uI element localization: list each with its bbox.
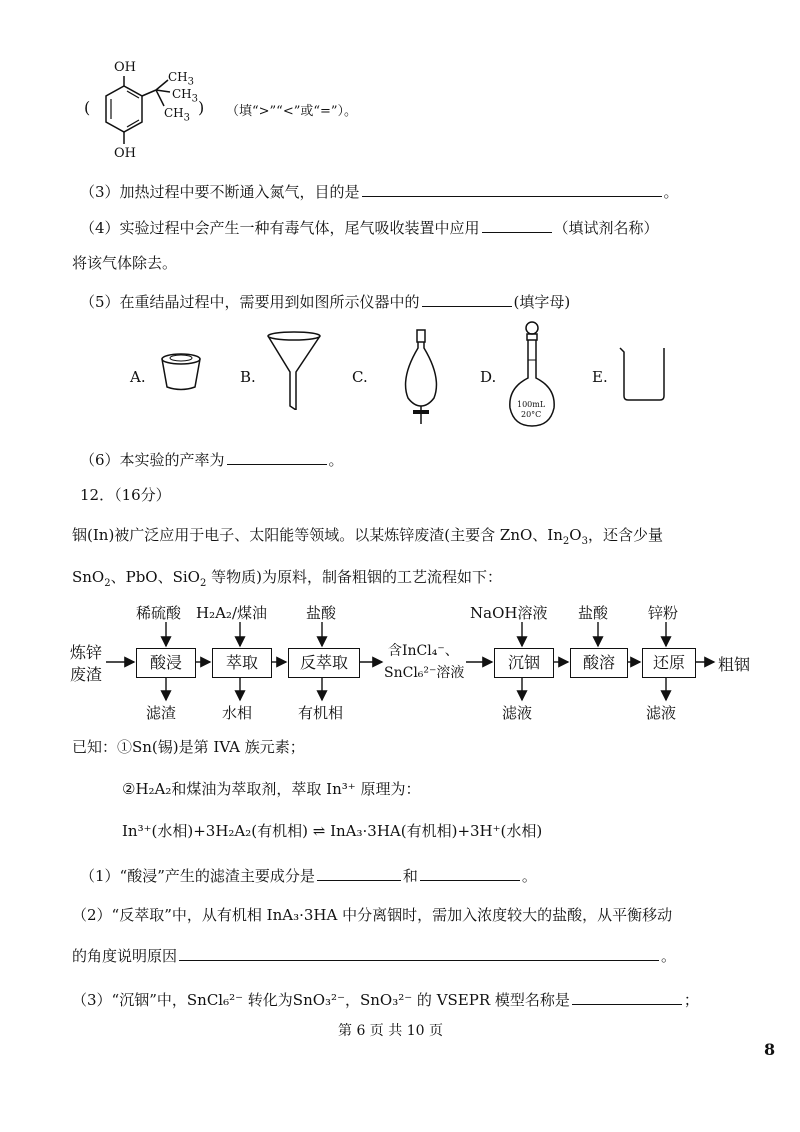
- oh-top-label: OH: [114, 60, 136, 75]
- flow-input-5: 盐酸: [578, 604, 609, 622]
- corner-mark: 8: [764, 1040, 776, 1059]
- option-d-letter: D.: [480, 368, 497, 386]
- q11-p3: （3）加热过程中要不断通入氮气，目的是 。: [80, 180, 679, 202]
- flow-box-acid-leach: 酸浸: [136, 648, 196, 678]
- answer-blank[interactable]: [179, 944, 659, 961]
- flow-mid-1: 含InCl₄⁻、: [388, 643, 459, 659]
- answer-blank[interactable]: [317, 864, 401, 881]
- flow-input-6: 锌粉: [648, 604, 679, 622]
- flask-label-temp: 20°C: [521, 410, 542, 419]
- paren-close: ): [198, 98, 205, 117]
- flow-input-2: H₂A₂/煤油: [196, 604, 267, 622]
- apparatus-options: [0, 320, 800, 440]
- flow-box-acid-dissolve: 酸溶: [570, 648, 628, 678]
- ch3-label-1: $CH_3$: [168, 70, 195, 88]
- flow-start-1: 炼锌: [70, 643, 103, 662]
- flow-input-4: NaOH溶液: [470, 604, 548, 622]
- flow-output-1: 滤渣: [146, 704, 177, 722]
- answer-blank[interactable]: [422, 290, 512, 307]
- flow-mid-2: SnCl₆²⁻溶液: [384, 665, 465, 681]
- option-b-letter: B.: [240, 368, 256, 386]
- q12-known-2: ②H₂A₂和煤油为萃取剂，萃取 In³⁺ 原理为：: [122, 780, 421, 798]
- q12-intro-line1: 铟(In)被广泛应用于电子、太阳能等领域。以某炼锌废渣(主要含 ZnO、$In_2O_3$，还含少量: [72, 526, 663, 547]
- q12-p2-line2: 的角度说明原因 。: [72, 944, 676, 966]
- flow-output-3: 有机相: [298, 704, 344, 722]
- paren-open: (: [84, 98, 91, 117]
- flow-input-1: 稀硫酸: [136, 604, 182, 622]
- flow-end: 粗铟: [718, 655, 751, 674]
- answer-blank[interactable]: [420, 864, 520, 881]
- ch3-label-2: $CH_3$: [172, 87, 199, 105]
- crucible-icon: [158, 352, 204, 392]
- fill-hint: （填“>”“<”或“=”）。: [226, 104, 358, 119]
- q12-equation: In³⁺(水相)+3H₂A₂(有机相) ⇌ InA₃·3HA(有机相)+3H⁺(水相): [122, 822, 543, 840]
- option-c-letter: C.: [352, 368, 368, 386]
- structure-diagram: [84, 60, 224, 170]
- flow-box-precipitate-in: 沉铟: [494, 648, 554, 678]
- flow-output-5: 滤液: [646, 704, 677, 722]
- q12-known-1: 已知：①Sn(锡)是第 IVA 族元素；: [72, 738, 305, 756]
- beaker-icon: [616, 344, 668, 404]
- flow-box-extraction: 萃取: [212, 648, 272, 678]
- answer-blank[interactable]: [572, 988, 682, 1005]
- q11-p5: （5）在重结晶过程中，需要用到如图所示仪器中的 (填字母): [80, 290, 570, 312]
- funnel-icon: [264, 330, 324, 410]
- ch3-label-3: $CH_3$: [164, 106, 191, 124]
- flow-box-back-extraction: 反萃取: [288, 648, 360, 678]
- page-number: 第 6 页 共 10 页: [338, 1023, 443, 1039]
- q12-p1: （1）“酸浸”产生的滤渣主要成分是 和 。: [80, 864, 537, 886]
- flow-output-2: 水相: [222, 704, 253, 722]
- q12-intro-line2: SnO$_2$、PbO、SiO$_2$ 等物质)为原料，制备粗铟的工艺流程如下：: [72, 568, 502, 589]
- option-e-letter: E.: [592, 368, 608, 386]
- option-a-letter: A.: [130, 368, 146, 386]
- answer-blank[interactable]: [362, 180, 662, 197]
- q11-p4-line2: 将该气体除去。: [72, 254, 178, 272]
- oh-bottom-label: OH: [114, 146, 136, 161]
- flow-start-2: 废渣: [70, 665, 103, 684]
- q12-p2-line1: （2）“反萃取”中，从有机相 InA₃·3HA 中分离铟时，需加入浓度较大的盐酸，从平衡移动: [72, 906, 673, 924]
- answer-blank[interactable]: [482, 216, 552, 233]
- flow-input-3: 盐酸: [306, 604, 337, 622]
- separatory-funnel-icon: [396, 328, 446, 428]
- flow-output-4: 滤液: [502, 704, 533, 722]
- flow-box-reduction: 还原: [642, 648, 696, 678]
- flask-label-volume: 100mL: [517, 400, 546, 409]
- q12-header: 12．（16分）: [80, 486, 171, 504]
- answer-blank[interactable]: [227, 448, 327, 465]
- q11-p4: （4）实验过程中会产生一种有毒气体，尾气吸收装置中应用 （填试剂名称）: [80, 216, 659, 238]
- q12-p3: （3）“沉铟”中，SnCl₆²⁻ 转化为SnO₃²⁻，SnO₃²⁻ 的 VSEPR 模型名称是 ；: [72, 988, 699, 1010]
- q11-p6: （6）本实验的产率为 。: [80, 448, 344, 470]
- process-flowchart: [0, 596, 800, 726]
